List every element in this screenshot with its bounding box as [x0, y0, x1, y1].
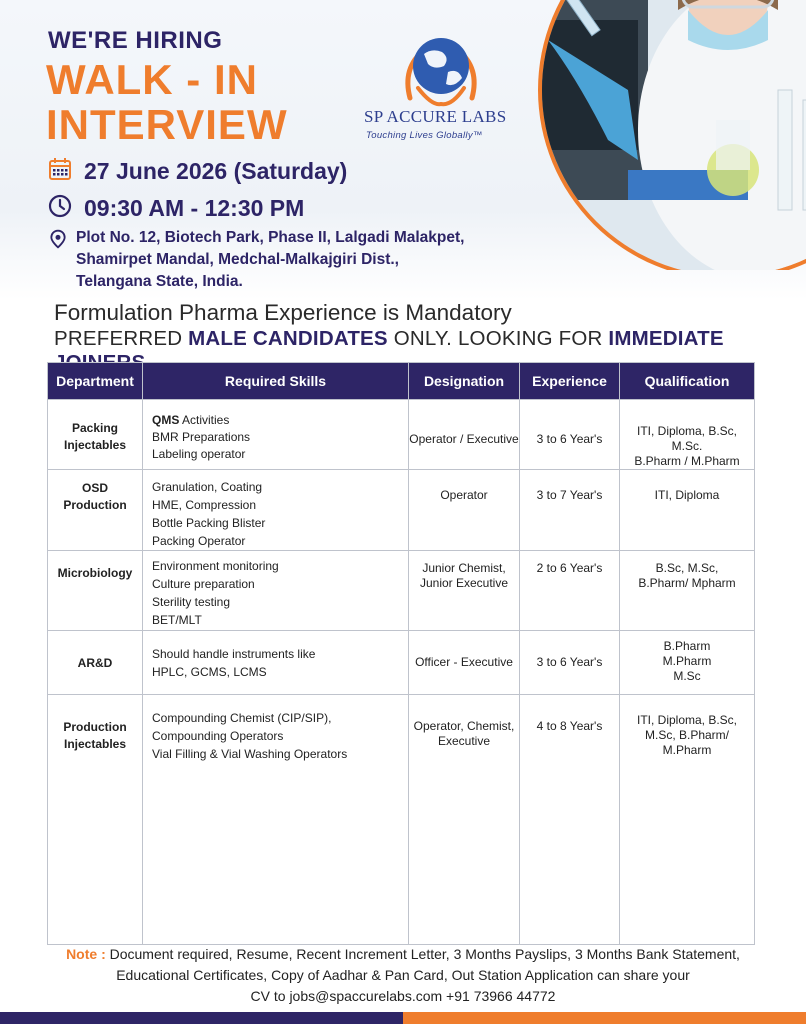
qualification-cell — [620, 400, 755, 470]
department-name: AR&D — [77, 656, 113, 670]
department-name: Microbiology — [57, 566, 133, 580]
qualification-item: ITI, Diploma, B.Sc, M.Sc. — [636, 424, 738, 453]
designation-cell — [409, 400, 520, 470]
qualification-item: B.Pharm/ Mpharm — [638, 576, 736, 590]
skill-item: Should handle instruments like — [152, 647, 316, 661]
column-header: Department — [48, 363, 143, 400]
address-line: Shamirpet Mandal, Medchal-Malkajgiri Dist., — [76, 251, 399, 268]
column-header: Qualification — [620, 363, 755, 400]
skill-item: BMR Preparations — [152, 430, 251, 444]
designation-item: Junior Chemist, — [422, 561, 506, 575]
skills-cell — [143, 470, 409, 551]
note-block — [30, 944, 776, 1007]
qualification-cell — [620, 631, 755, 695]
department-name: Production — [63, 720, 127, 734]
preference-highlight: MALE CANDIDATES — [188, 327, 388, 350]
experience-cell — [520, 631, 620, 695]
skill-item: Granulation, Coating — [152, 480, 263, 494]
interview-title: INTERVIEW — [46, 101, 288, 148]
calendar-icon — [48, 157, 72, 181]
designation-item: Operator — [440, 488, 488, 502]
clock-icon — [48, 194, 72, 218]
department-name: OSD — [81, 481, 108, 495]
skill-item: Culture preparation — [152, 577, 255, 591]
department-name: Injectables — [63, 737, 127, 751]
experience-cell — [520, 695, 620, 945]
location-pin-icon — [48, 227, 68, 251]
department-cell — [48, 551, 143, 631]
address-block — [76, 227, 464, 293]
qualification-item: M.Sc — [673, 669, 701, 683]
table-row — [48, 631, 755, 695]
column-header: Designation — [409, 363, 520, 400]
time-row — [48, 194, 304, 222]
address-row — [48, 227, 464, 293]
qualification-item: M.Pharm — [662, 654, 712, 668]
department-cell — [48, 400, 143, 470]
address-line: Plot No. 12, Biotech Park, Phase II, Lalgadi Malakpet, — [76, 229, 465, 246]
designation-item: Operator, Chemist, — [413, 719, 515, 733]
table-row — [48, 470, 755, 551]
skill-item: Vial Filling & Vial Washing Operators — [152, 747, 348, 761]
table-header-row — [48, 363, 755, 400]
skill-item: Compounding Chemist (CIP/SIP), — [152, 711, 332, 725]
skill-item: Sterility testing — [152, 595, 231, 609]
preference-text: ONLY. LOOKING FOR — [387, 327, 609, 350]
column-header: Experience — [520, 363, 620, 400]
address-line: Telangana State, India. — [76, 273, 243, 290]
footer-bar-navy — [0, 1012, 403, 1024]
jobs-table — [47, 362, 755, 945]
experience-value: 3 to 6 Year's — [536, 655, 603, 669]
skill-item: Bottle Packing Blister — [152, 516, 266, 530]
qualification-item: B.Sc, M.Sc, — [655, 561, 719, 575]
skill-item: QMS Activities — [152, 413, 230, 427]
note-line: Educational Certificates, Copy of Aadhar & Pan Card, Out Station Application can share your — [116, 967, 690, 983]
designation-item: Officer - Executive — [415, 655, 513, 669]
qualification-item: B.Pharm / M.Pharm — [634, 454, 740, 468]
qualification-item: M.Sc, B.Pharm/ — [644, 728, 730, 742]
skill-item: HPLC, GCMS, LCMS — [152, 665, 267, 679]
department-name: Packing — [71, 421, 119, 435]
company-name: SP ACCURE LABS — [364, 107, 507, 126]
designation-item: Operator / Executive — [409, 432, 519, 446]
designation-cell — [409, 695, 520, 945]
skill-item: BET/MLT — [152, 613, 202, 627]
department-name: Production — [63, 498, 127, 512]
note-line — [30, 944, 776, 965]
qualification-cell — [620, 695, 755, 945]
footer-bar-orange — [403, 1012, 806, 1024]
designation-cell — [409, 551, 520, 631]
date-row — [48, 157, 347, 185]
interview-time: 09:30 AM - 12:30 PM — [84, 195, 305, 221]
skill-item: Packing Operator — [152, 534, 246, 548]
qualification-item: ITI, Diploma, B.Sc, — [636, 713, 738, 727]
skill-item: Environment monitoring — [152, 559, 279, 573]
experience-value: 3 to 7 Year's — [536, 488, 603, 502]
preference-text: PREFERRED — [54, 327, 189, 350]
column-header: Required Skills — [143, 363, 409, 400]
skill-item: Labeling operator — [152, 447, 246, 461]
experience-cell — [520, 470, 620, 551]
preference-highlight: IMMEDIATE — [608, 327, 724, 350]
skills-cell — [143, 695, 409, 945]
experience-value: 4 to 8 Year's — [536, 719, 603, 733]
qualification-cell — [620, 470, 755, 551]
designation-cell — [409, 631, 520, 695]
skill-item: HME, Compression — [152, 498, 257, 512]
department-cell — [48, 631, 143, 695]
designation-item: Junior Executive — [419, 576, 509, 590]
note-text: Document required, Resume, Recent Increment Letter, 3 Months Payslips, 3 Months Bank Statement, — [105, 946, 740, 962]
skills-cell — [143, 400, 409, 470]
skills-cell — [143, 631, 409, 695]
qualification-cell — [620, 551, 755, 631]
department-name: Injectables — [63, 438, 127, 452]
table-row — [48, 551, 755, 631]
designation-item: Executive — [437, 734, 491, 748]
experience-requirement: Formulation Pharma Experience is Mandatory — [54, 300, 512, 325]
hiring-heading: WE'RE HIRING — [48, 27, 223, 54]
designation-cell — [409, 470, 520, 551]
skill-item: Compounding Operators — [152, 729, 284, 743]
skills-cell — [143, 551, 409, 631]
note-line: CV to jobs@spaccurelabs.com +91 73966 44772 — [250, 988, 556, 1004]
department-cell — [48, 695, 143, 945]
company-tagline: Touching Lives Globally™ — [366, 130, 483, 141]
experience-value: 2 to 6 Year's — [536, 561, 603, 575]
walk-in-title: WALK - IN — [46, 56, 258, 103]
table-row — [48, 695, 755, 945]
lab-scientist-photo — [528, 0, 806, 270]
experience-cell — [520, 551, 620, 631]
department-cell — [48, 470, 143, 551]
qualification-item: B.Pharm — [663, 639, 711, 653]
note-label: Note : — [66, 946, 106, 962]
table-row — [48, 400, 755, 470]
experience-cell — [520, 400, 620, 470]
experience-value: 3 to 6 Year's — [536, 432, 603, 446]
qualification-item: ITI, Diploma — [654, 488, 720, 502]
interview-date: 27 June 2026 (Saturday) — [84, 158, 348, 184]
qualification-item: M.Pharm — [662, 743, 712, 757]
